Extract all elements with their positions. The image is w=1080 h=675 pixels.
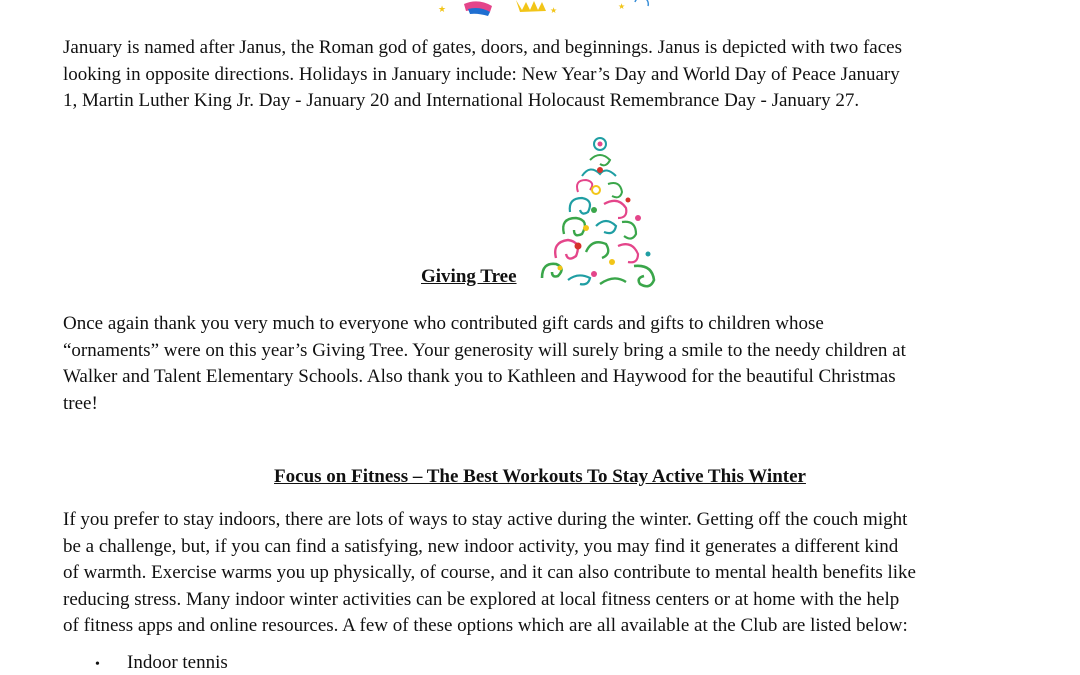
- list-item: [95, 652, 228, 674]
- svg-text:★: ★: [550, 6, 558, 15]
- fitness-line: If you prefer to stay indoors, there are lots of ways to stay active during the winter. Getting off the couch might: [63, 509, 908, 530]
- giving-tree-line: Walker and Talent Elementary Schools. Also thank you to Kathleen and Haywood for the beautiful Christmas: [63, 366, 896, 387]
- intro-line: 1, Martin Luther King Jr. Day - January 20 and International Holocaust Remembrance Day - January 27.: [63, 90, 860, 111]
- fitness-line: be a challenge, but, if you can find a satisfying, new indoor activity, you may find it generates a different kind: [63, 535, 899, 557]
- swirl-christmas-tree-icon: [538, 134, 662, 290]
- giving-tree-paragraph: [63, 311, 1023, 417]
- fitness-paragraph: [63, 507, 1023, 640]
- giving-tree-line: Once again thank you very much to everyone who contributed gift cards and gifts to children whose: [63, 313, 824, 334]
- list-item-label: Indoor tennis: [127, 652, 228, 673]
- bullet-dot-icon: •: [95, 657, 100, 672]
- intro-line: January is named after Janus, the Roman god of gates, doors, and beginnings. Janus is depicted with two faces: [63, 37, 902, 58]
- fitness-line: of fitness apps and online resources. A few of these options which are all available at the Club are listed below:: [63, 615, 908, 636]
- giving-tree-heading: Giving Tree: [421, 266, 517, 287]
- intro-line: looking in opposite directions. Holidays in January include: New Year’s Day and World Day of Peace January: [63, 63, 900, 85]
- fitness-line: of warmth. Exercise warms you up physically, of course, and it can also contribute to mental health benefits like: [63, 562, 916, 583]
- activity-list: [95, 652, 228, 674]
- intro-paragraph: [63, 35, 1023, 115]
- giving-tree-line: tree!: [63, 392, 98, 414]
- svg-text:★: ★: [618, 2, 626, 11]
- fitness-heading: Focus on Fitness – The Best Workouts To Stay Active This Winter: [274, 466, 806, 487]
- giving-tree-line: “ornaments” were on this year’s Giving Tree. Your generosity will surely bring a smile to the needy children at: [63, 339, 906, 361]
- decorative-banner-art: [430, 0, 660, 18]
- svg-text:★: ★: [438, 5, 447, 15]
- fitness-line: reducing stress. Many indoor winter activities can be explored at local fitness centers or at home with the help: [63, 588, 900, 610]
